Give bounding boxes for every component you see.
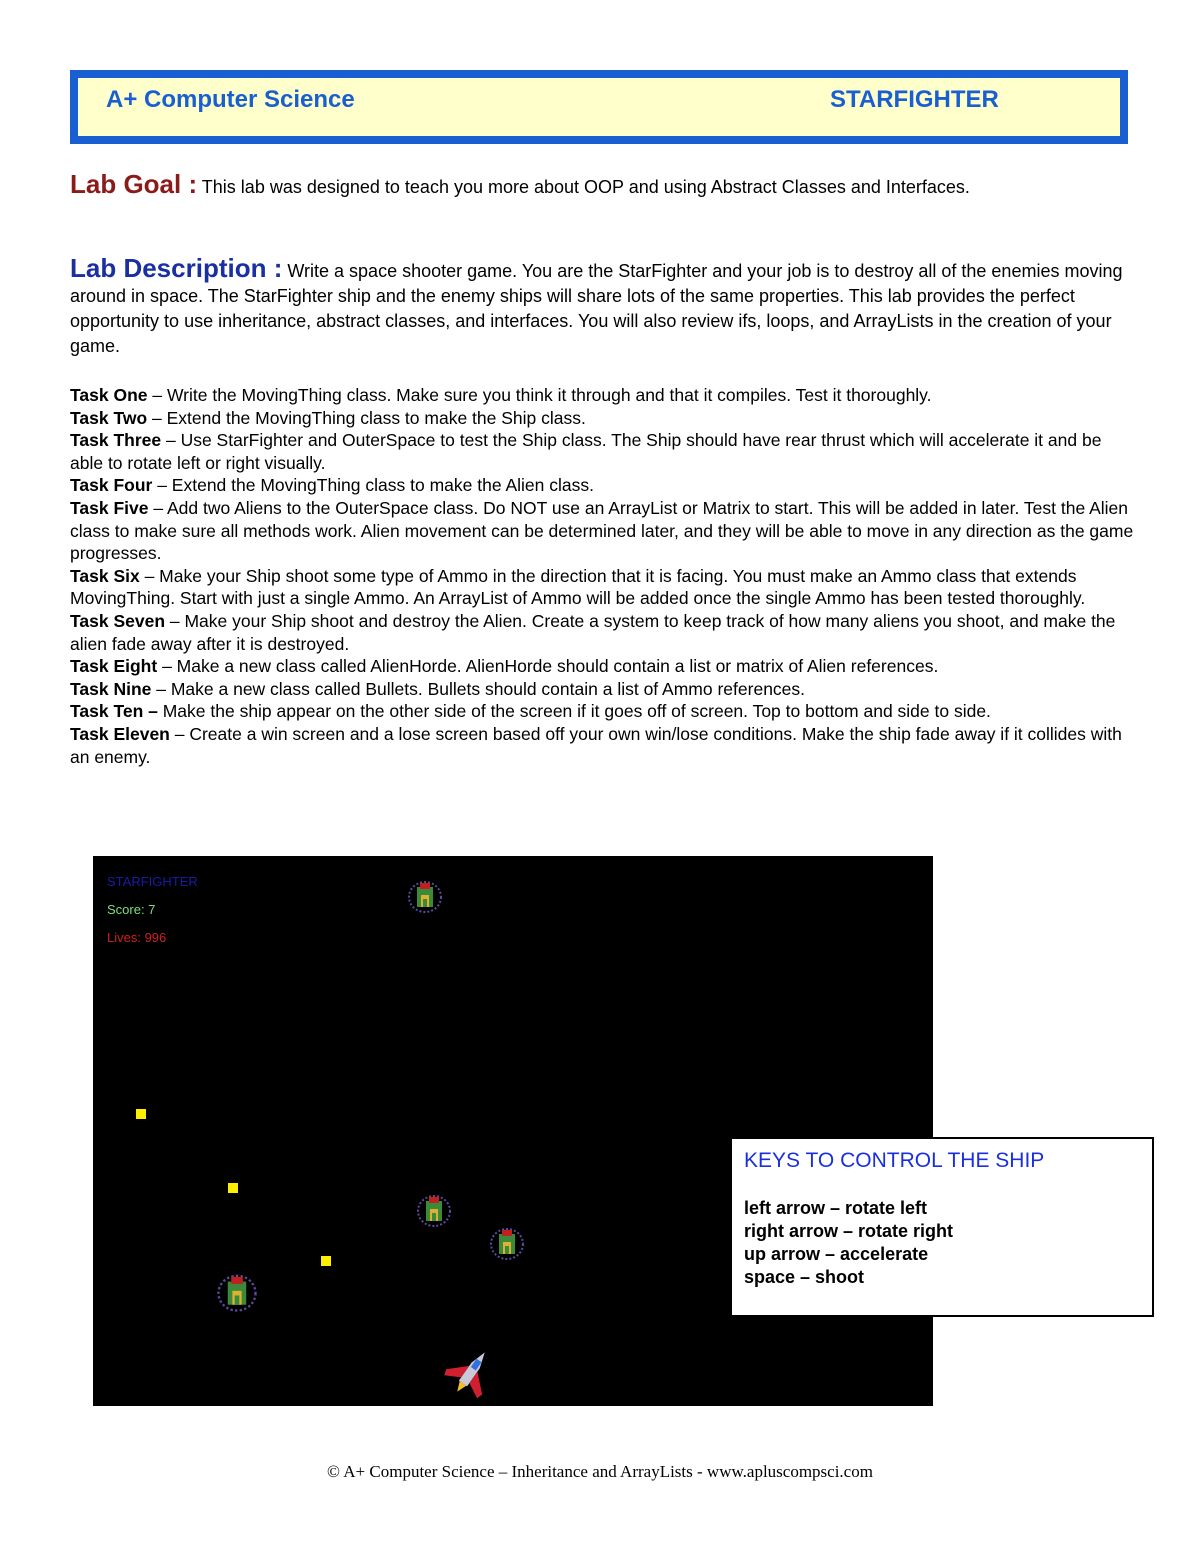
task-text: – Extend the MovingThing class to make the Ship class. — [147, 407, 586, 428]
key-item: space – shoot — [744, 1267, 865, 1287]
task-item — [70, 474, 1134, 497]
task-label: Task Eleven — [70, 723, 170, 744]
task-label: Task Four — [70, 475, 153, 496]
lab-goal-heading: Lab Goal : — [70, 169, 198, 199]
lives-display: Lives: 996 — [107, 930, 167, 945]
ammo — [228, 1183, 238, 1193]
task-text: – Use StarFighter and OuterSpace to test the Ship class. The Ship should have rear thrust which will accelerate it and be able to rotate left or right visually. — [70, 430, 1102, 473]
task-label: Task Six — [70, 565, 140, 586]
lab-goal — [70, 169, 1134, 200]
ammo — [136, 1109, 146, 1119]
keys-title: KEYS TO CONTROL THE SHIP — [744, 1149, 1045, 1172]
alien-icon — [213, 1270, 261, 1314]
alien-icon — [488, 1224, 526, 1262]
task-item — [70, 497, 1134, 565]
task-item — [70, 678, 1134, 701]
page-footer: © A+ Computer Science – Inheritance and ArrayLists - www.apluscompsci.com — [327, 1462, 873, 1481]
task-label: Task Three — [70, 430, 162, 451]
course-title: A+ Computer Science — [106, 86, 355, 113]
alien-icon — [415, 1191, 453, 1229]
task-text: – Make your Ship shoot some type of Ammo in the direction that it is facing. You must make an Ammo class that extends MovingThing. Start with just a single Ammo. An ArrayList of Ammo will be added once the single Ammo has been tested thoroughly. — [70, 565, 1086, 609]
keys-legend — [730, 1137, 1154, 1317]
key-item: left arrow – rotate left — [744, 1198, 928, 1218]
task-label: Task Ten – — [70, 701, 158, 722]
task-text: – Write the MovingThing class. Make sure you think it through and that it compiles. Test it thoroughly. — [147, 385, 932, 405]
title-banner — [70, 70, 1128, 144]
key-item: up arrow – accelerate — [744, 1244, 929, 1264]
task-list — [70, 384, 1134, 768]
task-item — [70, 610, 1134, 655]
task-text: – Create a win screen and a lose screen based off your own win/lose conditions. Make the ship fade away if it collides with an enemy. — [70, 723, 1122, 767]
key-item: right arrow – rotate right — [744, 1221, 954, 1241]
lab-description-text: Write a space shooter game. You are the StarFighter and your job is to destroy all of the enemies moving around in space. The StarFighter ship and the enemy ships will share lots of the same properties. This lab provides the perfect opportunity to use inheritance, abstract classes, and interfaces. You will also review ifs, loops, and ArrayLists in the creation of your game. — [70, 261, 1123, 356]
lab-description — [70, 253, 1134, 359]
task-item — [70, 565, 1134, 610]
game-title: STARFIGHTER — [107, 874, 198, 889]
ship-icon — [443, 1344, 499, 1400]
task-item — [70, 384, 1134, 407]
task-item — [70, 429, 1134, 474]
task-text: – Extend the MovingThing class to make the Alien class. — [152, 475, 594, 496]
task-text: – Make your Ship shoot and destroy the Alien. Create a system to keep track of how many aliens you shoot, and make the alien fade away after it is destroyed. — [70, 610, 1116, 654]
task-label: Task Two — [70, 407, 148, 428]
task-text: – Add two Aliens to the OuterSpace class. Do NOT use an ArrayList or Matrix to start. This will be added in later. Test the Alien class to make sure all methods work. Alien movement can be determined later, and they will be able to move in any direction as the game progresses. — [70, 497, 1134, 564]
task-label: Task Five — [70, 497, 149, 518]
lab-description-heading: Lab Description : — [70, 253, 283, 283]
task-label: Task Seven — [70, 610, 166, 631]
task-text: – Make a new class called Bullets. Bullets should contain a list of Ammo references. — [151, 678, 806, 699]
ammo — [321, 1256, 331, 1266]
task-item — [70, 700, 1134, 723]
task-item — [70, 723, 1134, 768]
game-screenshot — [93, 856, 933, 1406]
task-text: Make the ship appear on the other side of the screen if it goes off of screen. Top to bottom and side to side. — [157, 701, 991, 722]
keys-list — [744, 1197, 953, 1289]
lab-title: STARFIGHTER — [830, 86, 999, 113]
alien-icon — [406, 877, 444, 915]
task-label: Task One — [70, 385, 148, 405]
task-text: – Make a new class called AlienHorde. AlienHorde should contain a list or matrix of Alien references. — [157, 656, 939, 677]
task-label: Task Eight — [70, 656, 158, 677]
task-item — [70, 655, 1134, 678]
lab-goal-text: This lab was designed to teach you more about OOP and using Abstract Classes and Interfaces. — [197, 177, 970, 197]
task-label: Task Nine — [70, 678, 152, 699]
task-item — [70, 407, 1134, 430]
score-display: Score: 7 — [107, 902, 156, 917]
